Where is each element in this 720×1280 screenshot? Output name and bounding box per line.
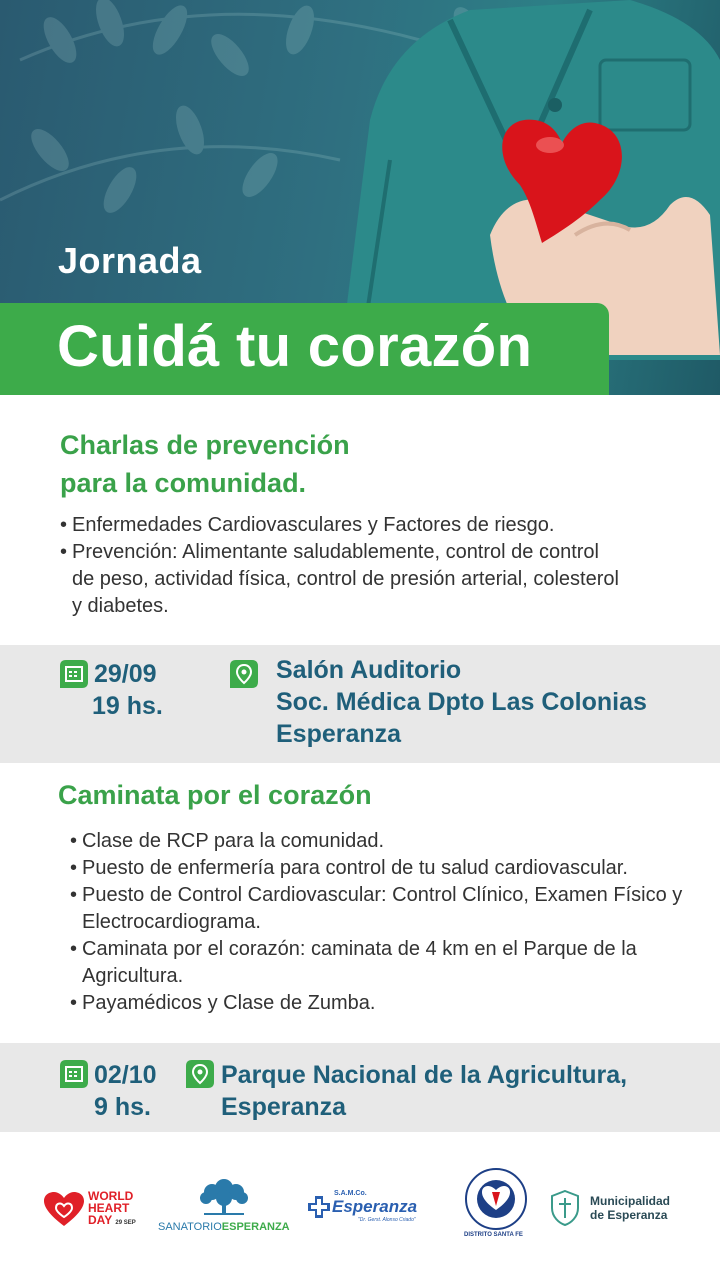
event2-place-line2: Esperanza xyxy=(221,1093,347,1121)
sac-seal-icon xyxy=(465,1168,527,1230)
sanatorio-name-part1: SANATORIO xyxy=(158,1221,222,1233)
event1-date: 29/09 xyxy=(94,660,157,688)
samco-sub-label: "Dr. Gerst. Alonso Criado" xyxy=(358,1217,416,1223)
list-item: • Enfermedades Cardiovasculares y Factores de riesgo. xyxy=(60,512,620,539)
heart-icon xyxy=(44,1192,84,1228)
sanatorio-name-part2: ESPERANZA xyxy=(221,1221,290,1233)
charlas-title-line1: Charlas de prevención xyxy=(60,430,350,460)
charlas-section-title xyxy=(60,426,350,502)
calendar-icon xyxy=(60,660,88,688)
event1-place-line3: Esperanza xyxy=(276,720,402,748)
municipalidad-line2: de Esperanza xyxy=(590,1208,668,1222)
title-banner xyxy=(0,303,609,395)
tree-icon xyxy=(198,1178,250,1216)
municipalidad-esperanza-logo xyxy=(550,1190,680,1230)
event2-place-line1: Parque Nacional de la Agricultura, xyxy=(221,1061,628,1089)
sac-district-label: DISTRITO SANTA FE xyxy=(464,1232,523,1238)
event1-time: 19 hs. xyxy=(92,692,163,720)
list-item: • Puesto de enfermería para control de tu salud cardiovascular. xyxy=(70,855,690,882)
event2-time: 9 hs. xyxy=(94,1093,151,1121)
world-heart-line1: WORLD xyxy=(88,1189,134,1203)
event1-info-band xyxy=(0,645,720,763)
samco-esperanza-logo xyxy=(308,1192,442,1226)
samco-top-label: S.A.M.Co. xyxy=(334,1190,367,1197)
event1-place-line1: Salón Auditorio xyxy=(276,656,462,684)
shield-icon xyxy=(550,1190,580,1226)
hero-banner xyxy=(0,0,720,395)
world-heart-line2: HEART xyxy=(88,1201,130,1215)
world-heart-line3: DAY xyxy=(88,1213,113,1227)
world-heart-day-logo xyxy=(44,1190,144,1232)
hero-kicker: Jornada xyxy=(58,240,202,281)
calendar-icon xyxy=(60,1060,88,1088)
sociedad-argentina-cardiologia-logo xyxy=(462,1168,532,1244)
charlas-title-line2: para la comunidad. xyxy=(60,468,307,498)
location-pin-icon xyxy=(230,660,258,688)
caminata-section-title: Caminata por el corazón xyxy=(58,780,372,810)
event2-info-band xyxy=(0,1043,720,1132)
event1-place-line2: Soc. Médica Dpto Las Colonias xyxy=(276,688,647,716)
municipalidad-line1: Municipalidad xyxy=(590,1194,671,1208)
charlas-bullet-list xyxy=(60,512,620,620)
list-item: • Caminata por el corazón: caminata de 4 km en el Parque de la Agricultura. xyxy=(70,936,690,990)
page-title: Cuidá tu corazón xyxy=(57,314,533,379)
list-item: • Payamédicos y Clase de Zumba. xyxy=(70,990,690,1017)
list-item: • Puesto de Control Cardiovascular: Control Clínico, Examen Físico y Electrocardiograma. xyxy=(70,882,690,936)
list-item: • Prevención: Alimentante saludablemente, control de control de peso, actividad física, control de presión arterial, colesterol y diabetes. xyxy=(60,539,620,620)
cross-icon xyxy=(308,1196,330,1218)
world-heart-date: 29 SEP xyxy=(115,1220,136,1226)
caminata-bullet-list xyxy=(70,828,690,1017)
samco-main-label: Esperanza xyxy=(332,1197,418,1216)
sanatorio-esperanza-logo xyxy=(158,1178,290,1238)
event2-date: 02/10 xyxy=(94,1061,157,1089)
location-pin-icon xyxy=(186,1060,214,1088)
list-item: • Clase de RCP para la comunidad. xyxy=(70,828,690,855)
